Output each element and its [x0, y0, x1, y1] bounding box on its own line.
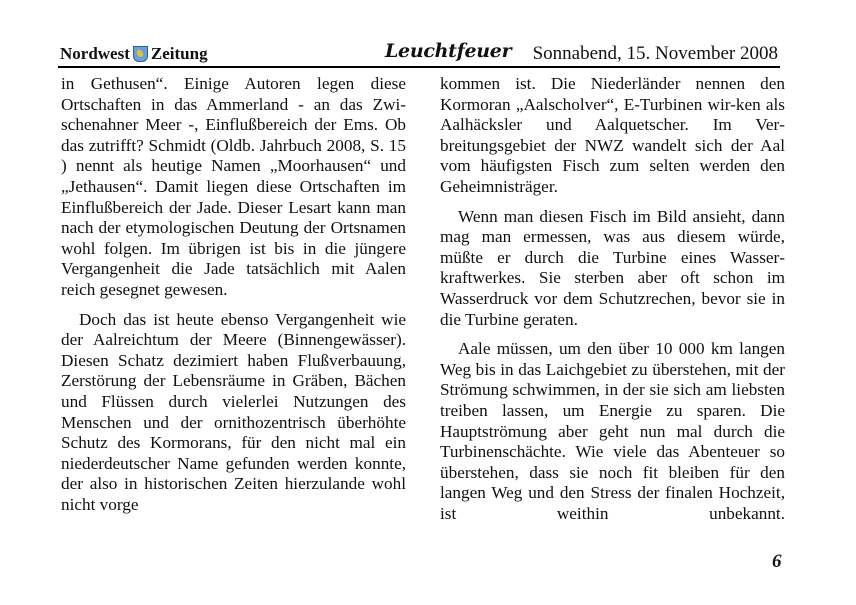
section-title: Leuchtfeuer	[385, 40, 512, 62]
newspaper-brand	[60, 44, 208, 64]
paragraph: Wenn man diesen Fisch im Bild ansieht, dann mag man ermessen, was aus diesem würde, müßte er durch die Turbine eines Wasserkraftwerkes. Sie sterben aber oft schon im Wasserdruck vor dem Schutzrechen, bevor sie in die Turbine geraten.	[440, 206, 785, 329]
paragraph: in Gethusen“. Einige Autoren legen diese Ortschaften in das Ammerland - an das Zwischenahner Meer -, Einflußbereich der Ems. Ob das zutrifft? Schmidt (Oldb. Jahrbuch 2008, S. 15 ) nennt als heutige Namen „Moorhausen“ und „Jethausen“. Damit liegen diese Ortschaften im Einflußbereich der Jade. Dieser Lesart kann man nach der etymologischen Deutung der Ortsnamen wohl folgen. Im übrigen ist bis in die jüngere Vergangenheit die Jade tatsächlich mit Aalen reich gesegnet gewesen.	[61, 74, 406, 299]
newspaper-name-part1: Nordwest	[60, 44, 130, 63]
paragraph: Aale müssen, um den über 10 000 km langen Weg bis in das Laichgebiet zu überstehen, mit der Strömung schwimmen, in der sie sich am liebsten treiben lassen, um Energie zu sparen. Die Hauptströmung aber geht nun mal durch die Turbinenschächte. Wie viele das Abenteuer so überstehen, dass sie noch fit bleiben für den langen Weg und den Stress der finalen Hochzeit, ist weithin unbekannt.	[440, 339, 785, 523]
right-column	[440, 74, 785, 533]
paragraph: kommen ist. Die Niederländer nennen den Kormoran „Aalscholver“, E-Turbinen wir-ken als Aalhäcksler und Aalquetscher. Im Verbreitungsgebiet der NWZ wandelt sich der Aal vom häufigsten Fisch zum selten werden den Geheimnisträger.	[440, 74, 785, 196]
newspaper-name-part2: Zeitung	[150, 44, 208, 63]
page-number: 6	[772, 551, 782, 572]
left-column	[61, 74, 406, 524]
paragraph: Doch das ist heute ebenso Vergangenheit wie der Aalreichtum der Meere (Binnengewässer). Diesen Schatz dezimiert haben Flußverbauung, Zerstörung der Lebensräume in Gräben, Bächen und Flüssen durch vielerlei Nutzungen des Menschen und der ornithozentrisch überhöhte Schutz des Kormorans, für den nicht mal ein niederdeutscher Name gefunden werden konnte, der also in historischen Zeiten hierzulande wohl nicht vorge	[61, 309, 406, 514]
coat-of-arms-icon	[133, 46, 148, 62]
page-header	[58, 42, 780, 68]
issue-date: Sonnabend, 15. November 2008	[532, 43, 778, 64]
